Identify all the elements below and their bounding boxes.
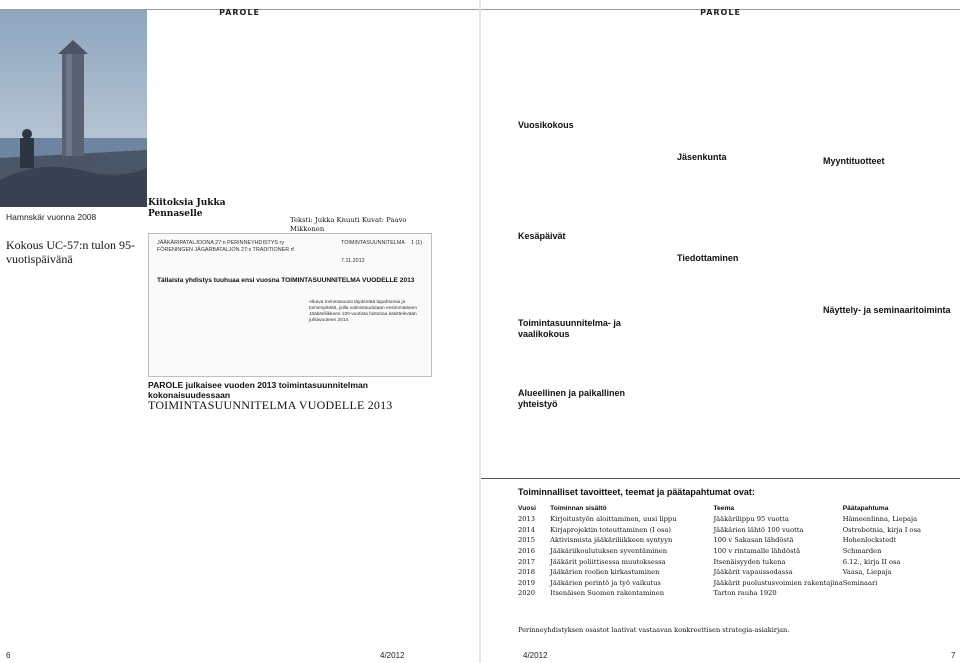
- credits: Teksti: Jukka Knuuti Kuvat: Paavo Mikkonen: [290, 216, 407, 233]
- table-cell: 2016: [518, 547, 536, 556]
- right-issue: 4/2012: [523, 651, 548, 660]
- table-cell: 2017: [518, 557, 536, 566]
- heading-jasenkunta: Jäsenkunta: [677, 152, 727, 162]
- table-cell: 100 v Sakasan lähdöstä: [713, 536, 794, 545]
- table-cell: 2014: [518, 525, 536, 534]
- table-cell: Kirjoitustyön aloittaminen, uusi lippu: [550, 515, 677, 524]
- photo-caption: Hamnskär vuonna 2008: [6, 212, 97, 222]
- left-page-number: 6: [6, 651, 11, 660]
- right-masthead: [481, 0, 960, 17]
- memorial-photo: [0, 10, 147, 207]
- table-cell: 2018: [518, 568, 536, 577]
- table-cell: Vaasa, Liepaja: [842, 568, 892, 577]
- masthead-title-right: PAROLE: [700, 8, 741, 17]
- heading-myyntituotteet: Myyntituotteet: [823, 156, 885, 166]
- table-cell: 2019: [518, 578, 536, 587]
- heading-tiedottaminen: Tiedottaminen: [677, 253, 739, 263]
- goals-note: Perinneyhdistyksen osastot laativat vastaavan konkreettisen strategia-asiakirjan.: [518, 626, 790, 634]
- table-cell: Seminaari: [842, 578, 878, 587]
- table-row: [518, 588, 958, 599]
- left-masthead: [0, 0, 479, 17]
- table-row: [518, 546, 958, 557]
- left-issue: 4/2012: [380, 651, 405, 660]
- table-cell: Ostrobotnia, kirja I osa: [842, 525, 921, 534]
- lead-line: PAROLE julkaisee vuoden 2013 toimintasuunnitelman kokonaisuudessaan: [148, 380, 368, 400]
- table-row: [518, 535, 958, 546]
- col-header-paatapahtuma: Päätapahtuma: [842, 504, 889, 512]
- col-header-vuosi: Vuosi: [518, 504, 536, 512]
- right-col-1: [518, 120, 640, 411]
- table-row: [518, 578, 958, 589]
- left-page: [0, 0, 479, 663]
- goals-header-row: [518, 503, 958, 514]
- doc-header: JÄÄKÄRIPATALJOONA 27:n PERINNEYHDISTYS ry FÖRENINGEN JÄGARBATALJON 27:s TRADITIONER rf: [157, 240, 294, 253]
- doc-body: Alkava toimintavuosi täydentää tapahtumia ja toimenpiteitä, joilla valmistaudutaan ensimmäiseen Jääkäriliikkeen 100-vuotista historiaa käsittelevään juhlavuoteen 2014.: [309, 300, 417, 323]
- col-header-sisalto: Toiminnan sisältö: [550, 504, 607, 512]
- table-cell: Jääkärilippu 95 vuotta: [713, 515, 789, 524]
- table-cell: Schmarden: [842, 547, 882, 556]
- table-cell: 2015: [518, 536, 536, 545]
- table-cell: Tarton rauha 1920: [713, 589, 777, 598]
- goals-table: [518, 503, 958, 599]
- table-cell: 6.12., kirja II osa: [842, 557, 901, 566]
- doc-name: TOIMINTASUUNNITELMA: [341, 240, 405, 246]
- table-cell: Itsenäisen Suomen rakentaminen: [550, 589, 665, 598]
- memorial-photo-image: [0, 10, 147, 207]
- table-cell: Jääkärien roolien kirkastuminen: [550, 568, 660, 577]
- table-cell: Jääkärit vapaussodassa: [713, 568, 793, 577]
- heading-nayttely: Näyttely- ja seminaaritoiminta: [823, 305, 951, 315]
- table-cell: Kirjaprojektin toteuttaminen (I osa): [550, 525, 672, 534]
- masthead-title: PAROLE: [219, 8, 260, 17]
- table-row: [518, 556, 958, 567]
- table-cell: Jääkärien perintö ja työ vaikutus: [550, 578, 661, 587]
- table-cell: Itsenäisyyden tukena: [713, 557, 786, 566]
- doc-page: 1 (1): [411, 240, 423, 246]
- table-row: [518, 567, 958, 578]
- table-cell: Hämeenlinna, Liepaja: [842, 515, 918, 524]
- table-row: [518, 525, 958, 536]
- col-header-teema: Teema: [713, 504, 735, 512]
- right-col-2: [677, 152, 805, 265]
- doc-date: 7.11.2012: [341, 258, 365, 264]
- heading-alueellinen: Alueellinen ja paikallinen yhteistyö: [518, 388, 626, 409]
- table-cell: Aktivismista jääkäriliikkeen syntyyn: [550, 536, 673, 545]
- heading-toimintasuunnitelma: Toimintasuunnitelma- ja vaalikokous: [518, 318, 621, 339]
- plan-document-image: [148, 233, 432, 377]
- right-col-3: [823, 156, 955, 317]
- heading-kesapaivat: Kesäpäivät: [518, 231, 566, 241]
- goals-table-section: [481, 478, 960, 639]
- table-row: [518, 514, 958, 525]
- goals-title: Toiminnalliset tavoitteet, teemat ja päätapahtumat ovat:: [518, 487, 755, 497]
- section-title: TOIMINTASUUNNITELMA VUODELLE 2013: [148, 398, 393, 412]
- table-cell: Jääkärien lähtö 100 vuotta: [713, 525, 804, 534]
- table-cell: [843, 588, 958, 599]
- table-cell: 2020: [518, 589, 536, 598]
- table-cell: Jääkärit poliittisessa muutoksessa: [550, 557, 666, 566]
- right-page-number: 7: [951, 651, 956, 660]
- kiitoksia-heading: Kiitoksia Jukka Pennaselle: [148, 198, 226, 219]
- table-cell: 2013: [518, 515, 536, 524]
- table-cell: 100 v rintamalle lähdöstä: [713, 547, 801, 556]
- table-cell: Hohenlockstedt: [842, 536, 897, 545]
- table-cell: Jääkärit puolustusvoimien rakentajina: [713, 578, 843, 587]
- heading-vuosikokous: Vuosikokous: [518, 120, 574, 130]
- right-page: [481, 0, 960, 663]
- doc-title: Tällaista yhdistys tuuhuaa ensi vuosna TOIMINTASUUNNITELMA VUODELLE 2013: [157, 277, 415, 284]
- table-cell: Jääkäriikoulutuksen syventäminen: [550, 547, 668, 556]
- article-headline: Kokous UC-57:n tulon 95-vuotispäivänä: [6, 238, 135, 266]
